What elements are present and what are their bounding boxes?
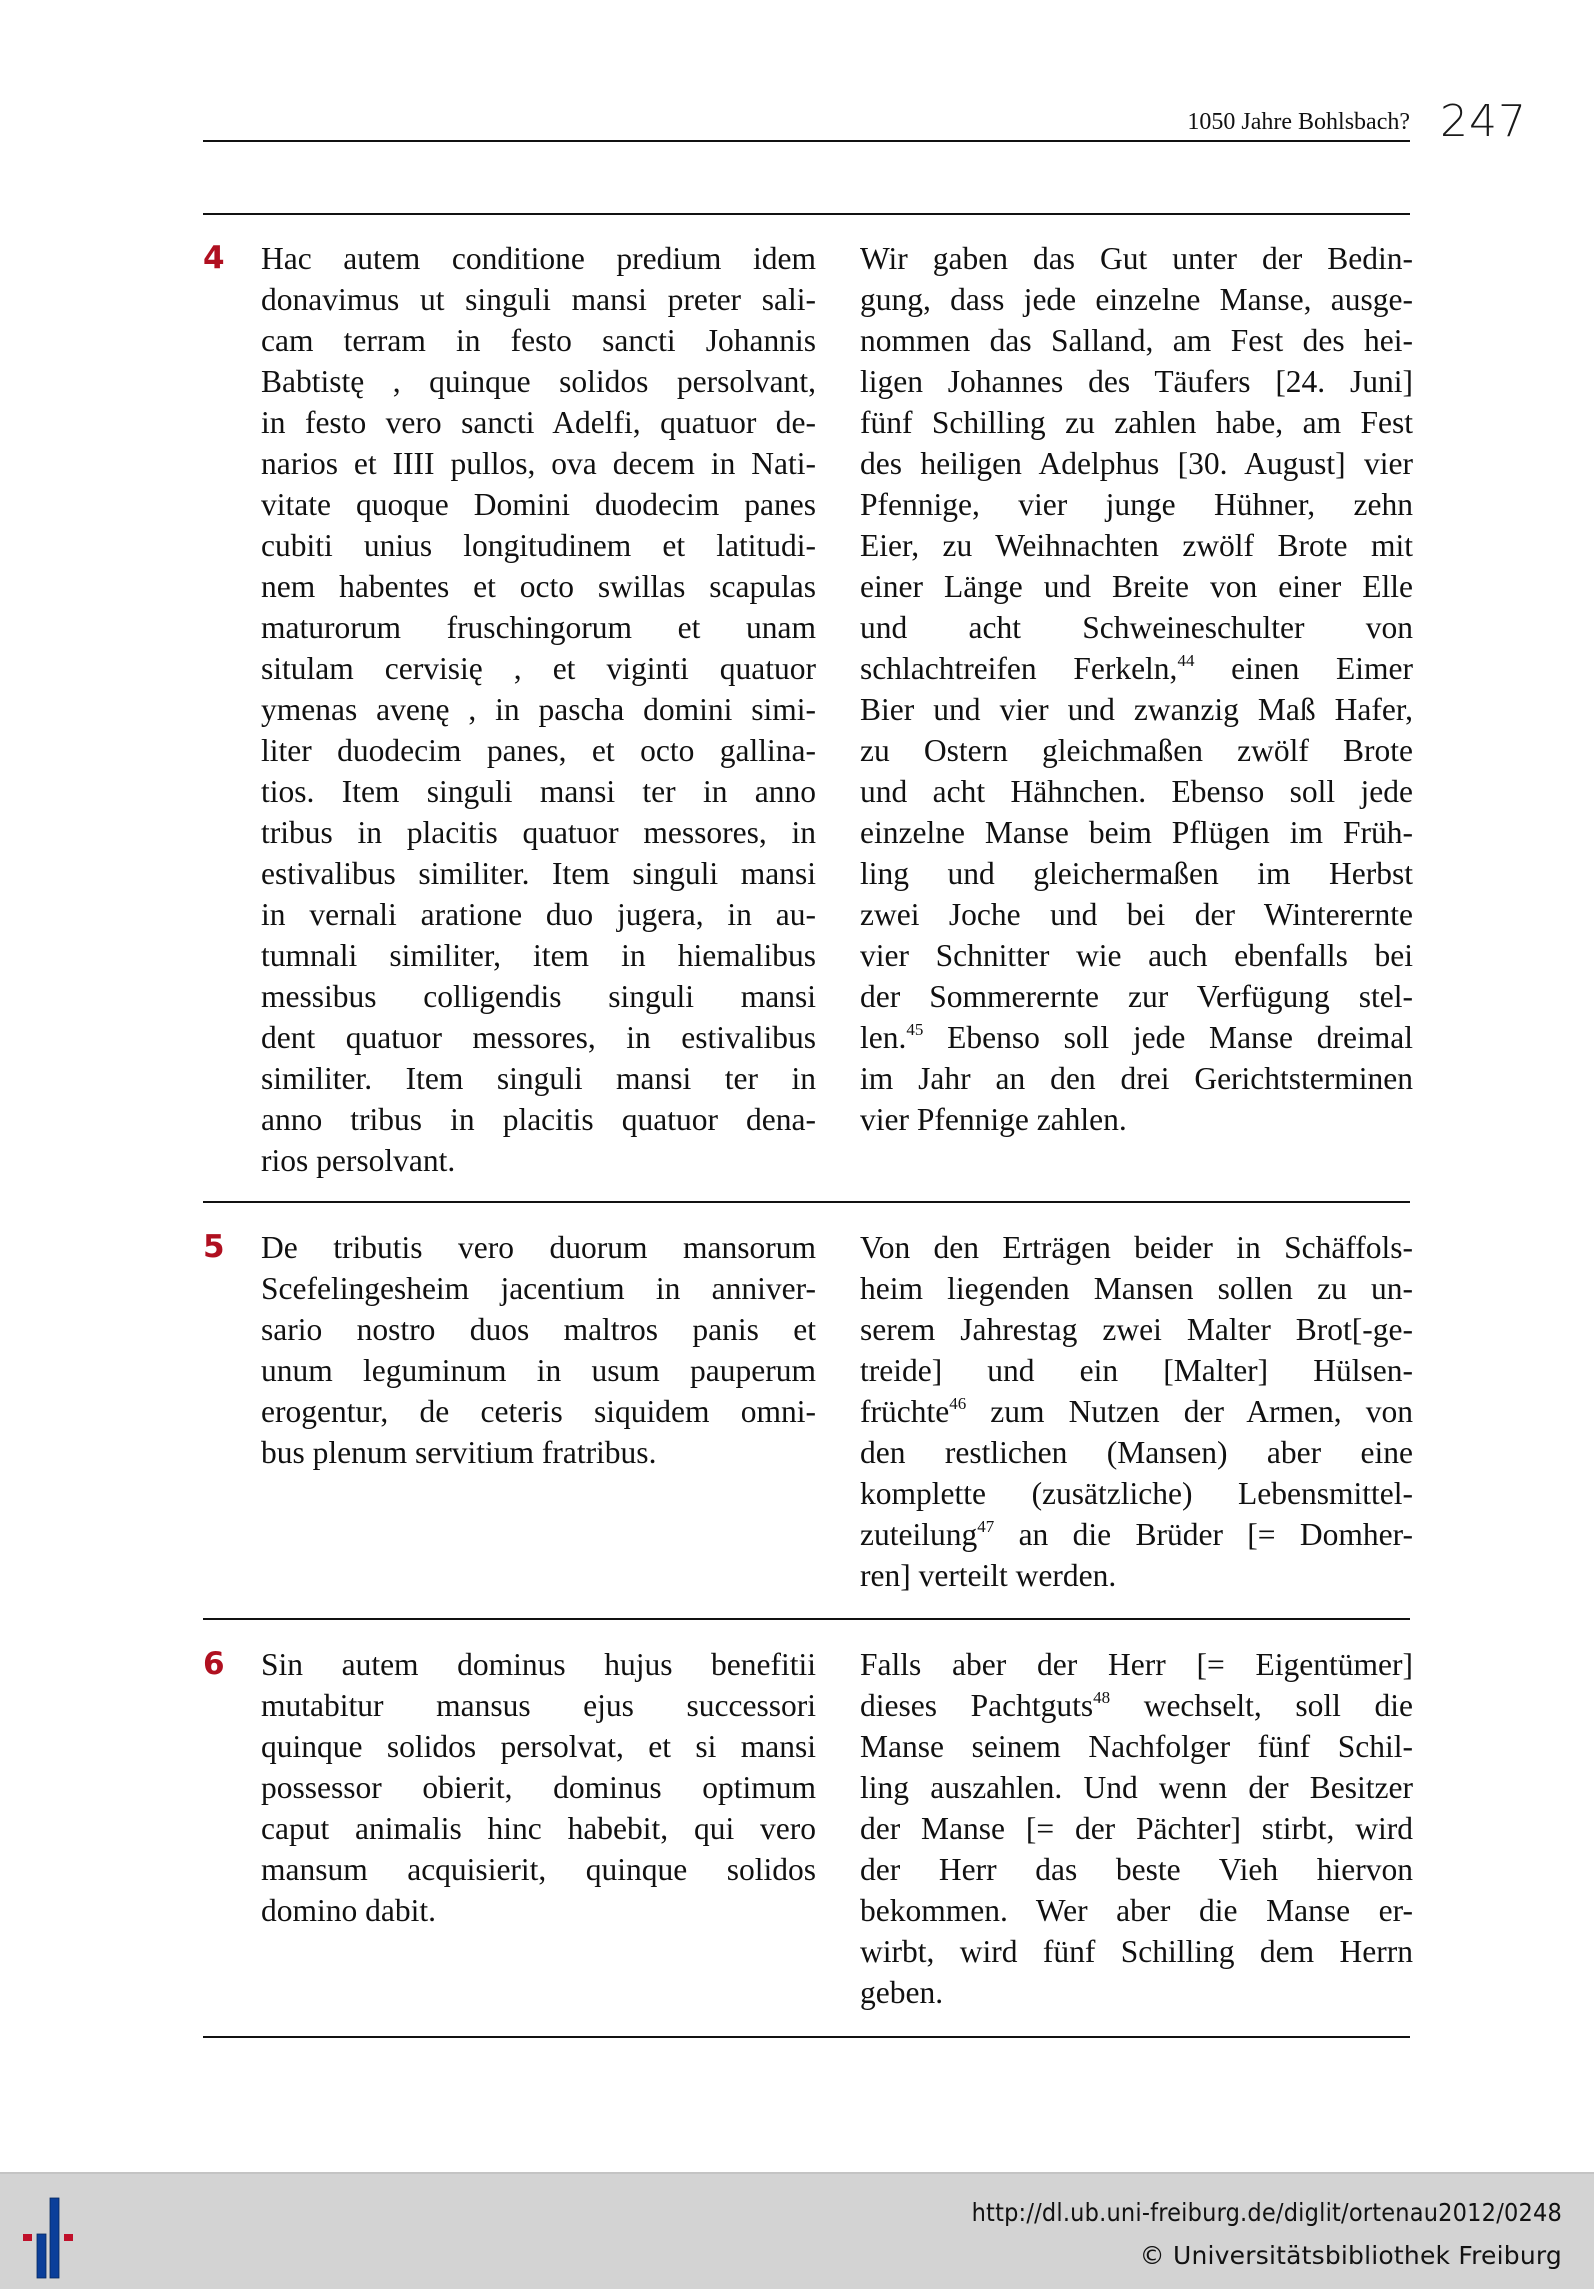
text-line: vitate quoque Domini duodecim panes: [261, 487, 816, 522]
section-number: 6: [203, 1646, 225, 1682]
text-line: Bier und vier und zwanzig Maß Hafer,: [860, 692, 1413, 727]
text-line: erogentur, de ceteris siquidem omni-: [261, 1394, 816, 1429]
text-line: serem Jahrestag zwei Malter Brot[-ge-: [860, 1312, 1413, 1347]
text-line: und acht Hähnchen. Ebenso soll jede: [860, 774, 1413, 809]
text-line: nem habentes et octo swillas scapulas: [261, 569, 816, 604]
text-line: treide] und ein [Malter] Hülsen-: [860, 1353, 1413, 1388]
text-line: bus plenum servitium fratribus.: [261, 1435, 657, 1470]
text-line: zu Ostern gleichmaßen zwölf Brote: [860, 733, 1413, 768]
text-line: ling und gleichermaßen im Herbst: [860, 856, 1413, 891]
text-line: situlam cervisię , et viginti quatuor: [261, 651, 816, 686]
section-divider: [203, 213, 1410, 215]
text-line: tribus in placitis quatuor messores, in: [261, 815, 816, 850]
text-line: dieses Pachtguts$^{48}$ wechselt, soll die: [860, 1688, 1413, 1723]
text-line: len.$^{45}$ Ebenso soll jede Manse dreimal: [860, 1020, 1413, 1055]
latin-text: [261, 1227, 816, 1473]
text-line: Babtistę , quinque solidos persolvant,: [261, 364, 816, 399]
section-number: 5: [203, 1229, 225, 1265]
text-line: den restlichen (Mansen) aber eine: [860, 1435, 1413, 1470]
text-line: in vernali aratione duo jugera, in au-: [261, 897, 816, 932]
text-line: nommen das Salland, am Fest des hei-: [860, 323, 1413, 358]
text-line: ligen Johannes des Täufers [24. Juni]: [860, 364, 1413, 399]
text-line: und acht Schweineschulter von: [860, 610, 1413, 645]
text-line: possessor obierit, dominus optimum: [261, 1770, 816, 1805]
text-line: Falls aber der Herr [= Eigentümer]: [860, 1647, 1413, 1682]
footnote-marker[interactable]: 47: [977, 1517, 995, 1536]
text-line: messibus colligendis singuli mansi: [261, 979, 816, 1014]
text-line: domino dabit.: [261, 1893, 436, 1928]
text-line: narios et IIII pullos, ova decem in Nati-: [261, 446, 816, 481]
text-line: maturorum fruschingorum et unam: [261, 610, 816, 645]
section-number: 4: [203, 240, 225, 276]
running-title: 1050 Jahre Bohlsbach?: [1187, 109, 1410, 135]
text-line: liter duodecim panes, et octo gallina-: [261, 733, 816, 768]
footnote-marker[interactable]: 44: [1177, 651, 1195, 670]
text-line: cam terram in festo sancti Johannis: [261, 323, 816, 358]
text-line: ren] verteilt werden.: [860, 1558, 1117, 1593]
text-line: ymenas avenę , in pascha domini simi-: [261, 692, 816, 727]
text-line: der Manse [= der Pächter] stirbt, wird: [860, 1811, 1413, 1846]
text-line: komplette (zusätzliche) Lebensmittel-: [860, 1476, 1413, 1511]
text-line: Sin autem dominus hujus benefitii: [261, 1647, 816, 1682]
text-line: tumnali similiter, item in hiemalibus: [261, 938, 816, 973]
section-divider: [203, 1618, 1410, 1620]
section-divider: [203, 1201, 1410, 1203]
text-line: Pfennige, vier junge Hühner, zehn: [860, 487, 1413, 522]
ub-freiburg-logo-icon: [18, 2194, 98, 2284]
text-line: in festo vero sancti Adelfi, quatuor de-: [261, 405, 816, 440]
text-line: tios. Item singuli mansi ter in anno: [261, 774, 816, 809]
text-line: der Sommerernte zur Verfügung stel-: [860, 979, 1413, 1014]
text-line: der Herr das beste Vieh hiervon: [860, 1852, 1413, 1887]
text-line: ling auszahlen. Und wenn der Besitzer: [860, 1770, 1413, 1805]
text-line: similiter. Item singuli mansi ter in: [261, 1061, 816, 1096]
text-line: caput animalis hinc habebit, qui vero: [261, 1811, 816, 1846]
german-translation: [860, 1644, 1413, 2013]
text-line: zwei Joche und bei der Winterernte: [860, 897, 1413, 932]
german-translation: [860, 238, 1413, 1140]
text-line: sario nostro duos maltros panis et: [261, 1312, 816, 1347]
latin-text: [261, 1644, 816, 1931]
footnote-marker[interactable]: 46: [949, 1394, 967, 1413]
text-line: estivalibus similiter. Item singuli mansi: [261, 856, 816, 891]
text-line: donavimus ut singuli mansi preter sali-: [261, 282, 816, 317]
text-line: einzelne Manse beim Pflügen im Früh-: [860, 815, 1413, 850]
copyright-notice: © Universitätsbibliothek Freiburg: [1139, 2241, 1562, 2270]
text-line: zuteilung$^{47}$ an die Brüder [= Domher-: [860, 1517, 1413, 1552]
text-line: früchte$^{46}$ zum Nutzen der Armen, von: [860, 1394, 1413, 1429]
text-line: Von den Erträgen beider in Schäffols-: [860, 1230, 1413, 1265]
text-line: gung, dass jede einzelne Manse, ausge-: [860, 282, 1413, 317]
footer-bar: [0, 2172, 1594, 2289]
text-line: Scefelingesheim jacentium in anniver-: [261, 1271, 816, 1306]
page-number: 247: [1440, 96, 1527, 147]
text-line: fünf Schilling zu zahlen habe, am Fest: [860, 405, 1413, 440]
text-line: mansum acquisierit, quinque solidos: [261, 1852, 816, 1887]
text-line: De tributis vero duorum mansorum: [261, 1230, 816, 1265]
footnote-marker[interactable]: 45: [906, 1020, 924, 1039]
footnote-marker[interactable]: 48: [1093, 1688, 1111, 1707]
text-line: anno tribus in placitis quatuor dena-: [261, 1102, 816, 1137]
text-line: Manse seinem Nachfolger fünf Schil-: [860, 1729, 1413, 1764]
text-line: Eier, zu Weihnachten zwölf Brote mit: [860, 528, 1413, 563]
permalink-url[interactable]: http://dl.ub.uni-freiburg.de/diglit/ortenau2012/0248: [971, 2198, 1562, 2227]
text-line: unum leguminum in usum pauperum: [261, 1353, 816, 1388]
text-line: dent quatuor messores, in estivalibus: [261, 1020, 816, 1055]
text-line: des heiligen Adelphus [30. August] vier: [860, 446, 1413, 481]
text-line: heim liegenden Mansen sollen zu un-: [860, 1271, 1413, 1306]
running-head: [203, 96, 1410, 142]
text-line: Wir gaben das Gut unter der Bedin-: [860, 241, 1413, 276]
latin-text: [261, 238, 816, 1181]
text-line: vier Schnitter wie auch ebenfalls bei: [860, 938, 1413, 973]
text-line: Hac autem conditione predium idem: [261, 241, 816, 276]
text-line: schlachtreifen Ferkeln,$^{44}$ einen Eimer: [860, 651, 1413, 686]
text-line: geben.: [860, 1975, 944, 2010]
text-line: rios persolvant.: [261, 1143, 456, 1178]
text-line: einer Länge und Breite von einer Elle: [860, 569, 1413, 604]
text-line: bekommen. Wer aber die Manse er-: [860, 1893, 1413, 1928]
section-divider: [203, 2036, 1410, 2038]
text-line: quinque solidos persolvat, et si mansi: [261, 1729, 816, 1764]
text-line: vier Pfennige zahlen.: [860, 1102, 1127, 1137]
text-line: mutabitur mansus ejus successori: [261, 1688, 816, 1723]
text-line: cubiti unius longitudinem et latitudi-: [261, 528, 816, 563]
german-translation: [860, 1227, 1413, 1596]
text-line: im Jahr an den drei Gerichtsterminen: [860, 1061, 1413, 1096]
text-line: wirbt, wird fünf Schilling dem Herrn: [860, 1934, 1413, 1969]
